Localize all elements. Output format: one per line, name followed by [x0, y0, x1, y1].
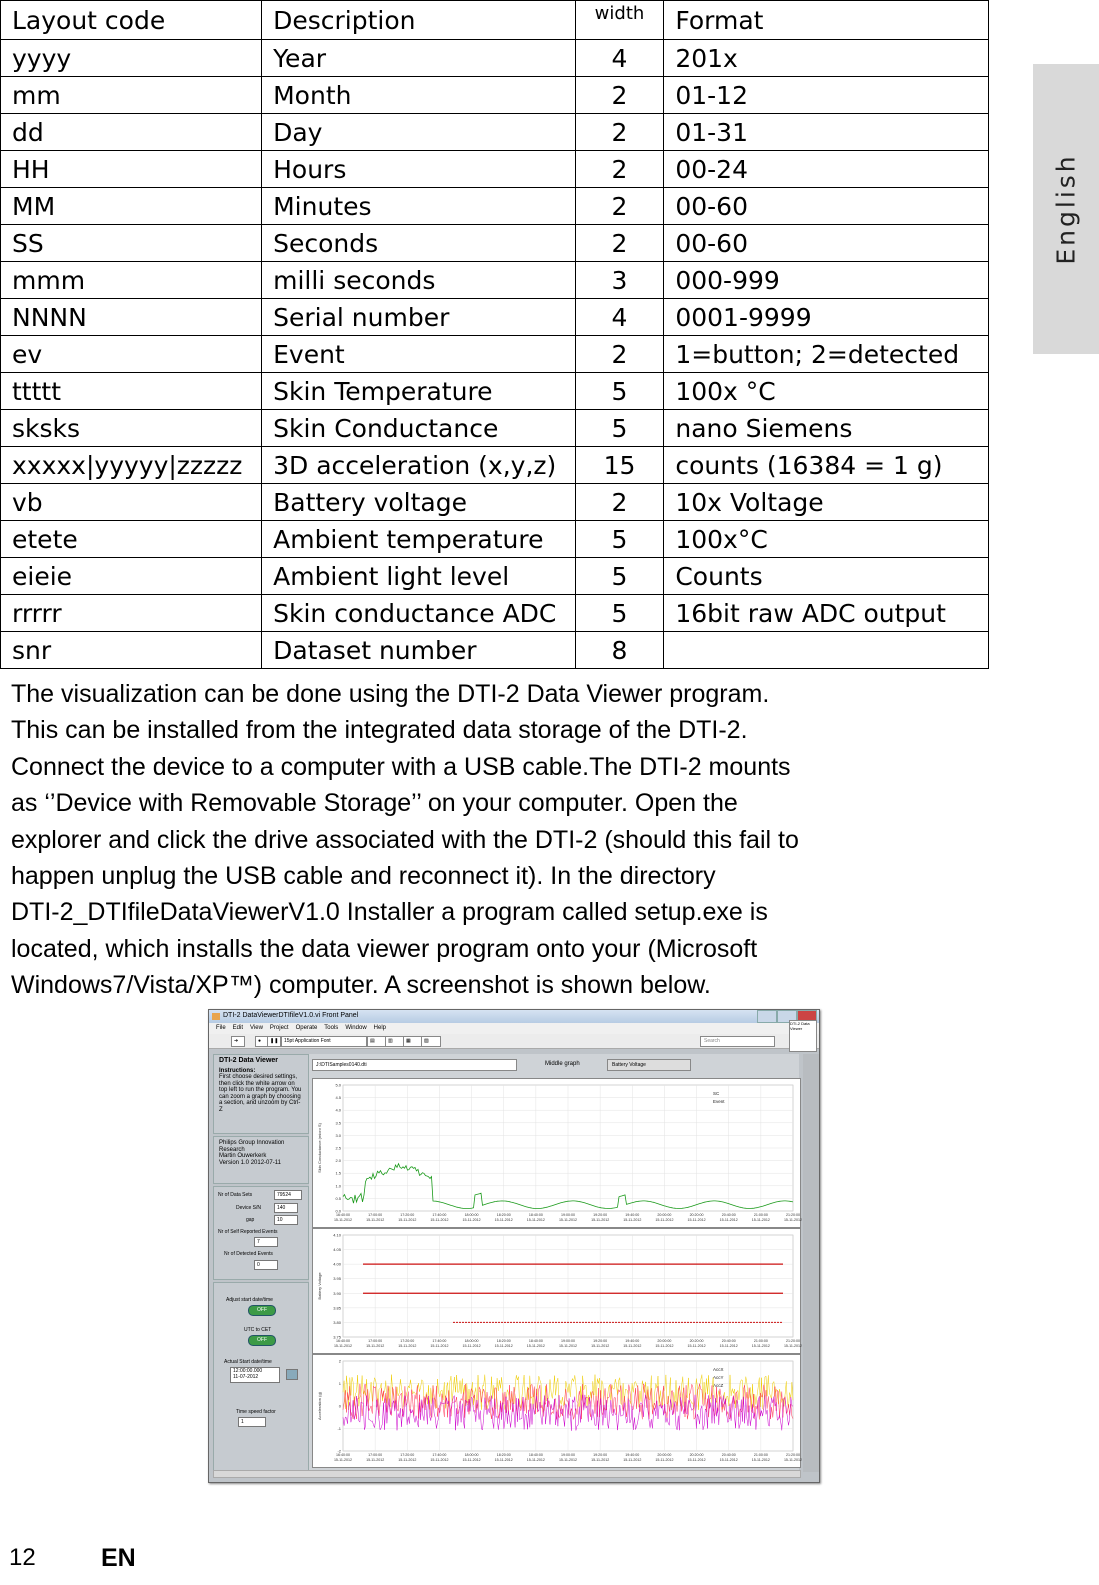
x-tick-label: 17:20:00 [400, 1213, 415, 1217]
x-tick-date: 15-11-2012 [687, 1458, 706, 1462]
menu-item[interactable]: Help [373, 1025, 386, 1031]
x-tick-date: 15-11-2012 [687, 1218, 706, 1222]
x-tick-label: 17:40:00 [432, 1213, 447, 1217]
row-width: 5 [575, 410, 664, 447]
x-tick-label: 19:40:00 [625, 1453, 640, 1457]
x-tick-label: 20:00:00 [657, 1453, 672, 1457]
row-description: Seconds [262, 225, 576, 262]
run-arrow-icon[interactable]: ➜ [231, 1036, 245, 1047]
row-description: Skin conductance ADC [262, 595, 576, 632]
row-layout-code: eieie [1, 558, 262, 595]
table-row [1, 595, 989, 632]
left-panel [213, 1054, 307, 1472]
x-tick-label: 19:20:00 [593, 1339, 608, 1343]
x-tick-label: 18:00:00 [464, 1339, 479, 1343]
paragraph-line: explorer and click the drive associated with the DTI-2 (should this fail to [11, 825, 799, 854]
toolbar [209, 1034, 819, 1049]
x-tick-date: 15-11-2012 [462, 1218, 481, 1222]
paragraph-line: The visualization can be done using the DTI-2 Data Viewer program. [11, 680, 770, 708]
row-width: 2 [575, 484, 664, 521]
y-tick-label: 2.5 [335, 1145, 341, 1151]
x-tick-date: 15-11-2012 [751, 1218, 770, 1222]
x-tick-label: 21:20:00 [786, 1339, 800, 1343]
row-description: 3D acceleration (x,y,z) [262, 447, 576, 484]
paragraph-line: happen unplug the USB cable and reconnect it). In the directory [11, 862, 716, 891]
x-tick-date: 15-11-2012 [655, 1218, 674, 1222]
x-tick-label: 19:20:00 [593, 1453, 608, 1457]
x-tick-label: 16:40:00 [336, 1339, 350, 1343]
x-tick-label: 20:00:00 [657, 1213, 672, 1217]
y-tick-label: 0.0 [335, 1208, 341, 1214]
nr-data-sets-label: Nr of Data Sets [218, 1192, 253, 1198]
row-width: 5 [575, 521, 664, 558]
x-tick-date: 15-11-2012 [494, 1344, 513, 1348]
x-tick-label: 20:40:00 [721, 1339, 736, 1343]
row-description: Skin Temperature [262, 373, 576, 410]
stats-box [213, 1186, 309, 1280]
x-tick-label: 20:00:00 [657, 1339, 672, 1343]
x-tick-label: 19:40:00 [625, 1339, 640, 1343]
x-tick-label: 18:20:00 [496, 1453, 511, 1457]
row-description: Minutes [262, 188, 576, 225]
x-tick-label: 21:00:00 [753, 1339, 768, 1343]
instructions-text: First choose desired settings, then click the white arrow on top left to run the program. You can zoom a graph by choosing a section, and unzoom by Ctrl-Z [219, 1074, 302, 1113]
x-tick-label: 18:00:00 [464, 1213, 479, 1217]
actual-start-time: 12:00:00.000 [233, 1368, 263, 1374]
adjust-label: Adjust start date/time [226, 1297, 273, 1303]
x-tick-date: 15-11-2012 [494, 1458, 513, 1462]
row-layout-code: SS [1, 225, 262, 262]
x-tick-label: 18:40:00 [528, 1213, 543, 1217]
row-description: Skin Conductance [262, 410, 576, 447]
row-format: Counts [664, 558, 989, 595]
table-row [1, 299, 989, 336]
y-tick-label: 0.5 [335, 1195, 341, 1201]
x-tick-label: 18:20:00 [496, 1339, 511, 1343]
x-tick-date: 15-11-2012 [783, 1218, 803, 1222]
menu-item[interactable]: Edit [232, 1025, 244, 1031]
row-format: 100x °C [664, 373, 989, 410]
legend-label: SC [713, 1091, 720, 1096]
menu-item[interactable]: Operate [295, 1025, 318, 1031]
x-tick-date: 15-11-2012 [398, 1458, 417, 1462]
table-row [1, 447, 989, 484]
vertical-scrollbar[interactable] [803, 1054, 819, 1472]
x-tick-label: 20:20:00 [689, 1339, 704, 1343]
row-layout-code: sksks [1, 410, 262, 447]
table-header-row [1, 1, 989, 40]
x-tick-label: 17:40:00 [432, 1339, 447, 1343]
table-row [1, 40, 989, 77]
row-width: 2 [575, 77, 664, 114]
y-tick-label: 5.0 [335, 1082, 341, 1088]
row-width: 8 [575, 632, 664, 669]
menu-item[interactable]: Tools [324, 1025, 339, 1031]
y-tick-label: 4.00 [333, 1261, 341, 1267]
x-tick-label: 21:00:00 [753, 1213, 768, 1217]
row-layout-code: yyyy [1, 40, 262, 77]
row-width: 2 [575, 225, 664, 262]
y-tick-label: 2.0 [335, 1158, 341, 1164]
pause-icon[interactable]: ❚❚ [267, 1036, 281, 1047]
resize-icon[interactable]: ▦ [403, 1036, 423, 1047]
x-tick-date: 15-11-2012 [526, 1344, 545, 1348]
table-row [1, 373, 989, 410]
layout-code-table [0, 0, 989, 669]
row-layout-code: rrrrr [1, 595, 262, 632]
row-format: 01-31 [664, 114, 989, 151]
row-description: Day [262, 114, 576, 151]
y-tick-label: 4.05 [333, 1247, 341, 1253]
x-tick-label: 18:40:00 [528, 1339, 543, 1343]
gap-field[interactable]: 10 [274, 1215, 298, 1225]
row-format: 100x°C [664, 521, 989, 558]
skin-conductance-plot[interactable] [312, 1078, 801, 1228]
utc-label: UTC to CET [244, 1327, 272, 1333]
speed-label: Time speed factor [236, 1409, 276, 1415]
paragraph-line: as ‘’Device with Removable Storage’’ on your computer. Open the [11, 789, 738, 818]
row-width: 2 [575, 151, 664, 188]
x-tick-date: 15-11-2012 [751, 1458, 770, 1462]
x-tick-label: 19:00:00 [561, 1213, 575, 1217]
x-tick-date: 15-11-2012 [526, 1218, 545, 1222]
speed-field[interactable]: 1 [238, 1417, 266, 1427]
row-format: 0001-9999 [664, 299, 989, 336]
instructions-box [213, 1054, 309, 1134]
y-tick-label: 3.85 [333, 1305, 341, 1311]
x-tick-label: 17:00:00 [368, 1453, 383, 1457]
paragraph-line: Connect the device to a computer with a USB cable.The DTI-2 mounts [11, 752, 791, 781]
row-format: 00-24 [664, 151, 989, 188]
settings-box [213, 1282, 309, 1472]
table-row [1, 336, 989, 373]
table-row [1, 262, 989, 299]
row-description: Ambient temperature [262, 521, 576, 558]
row-width: 4 [575, 40, 664, 77]
window-titlebar [209, 1010, 819, 1023]
row-layout-code: mmm [1, 262, 262, 299]
x-tick-date: 15-11-2012 [558, 1458, 578, 1462]
row-layout-code: snr [1, 632, 262, 669]
font-selector[interactable]: 15pt Application Font [281, 1036, 367, 1047]
row-width: 15 [575, 447, 664, 484]
align-icon[interactable]: ▤ [367, 1036, 387, 1047]
page-number: 12 [9, 1544, 36, 1571]
y-tick-label: 3.75 [333, 1334, 341, 1340]
row-width: 5 [575, 558, 664, 595]
legend-label: AccY [713, 1375, 724, 1380]
y-tick-label: 3.5 [335, 1120, 341, 1126]
org-line: Philips Group Innovation [219, 1140, 285, 1146]
x-tick-label: 21:20:00 [786, 1213, 800, 1217]
y-tick-label: 1 [338, 1381, 341, 1386]
minimize-button[interactable] [757, 1010, 777, 1023]
header-format: Format [664, 1, 989, 40]
x-tick-label: 17:20:00 [400, 1453, 415, 1457]
row-description: Ambient light level [262, 558, 576, 595]
y-tick-label: 2 [338, 1358, 341, 1364]
battery-voltage-plot[interactable] [312, 1228, 801, 1354]
row-description: Battery voltage [262, 484, 576, 521]
org-line: Martin Ouwerkerk [219, 1153, 267, 1159]
x-tick-date: 15-11-2012 [655, 1458, 674, 1462]
search-input[interactable]: Search [700, 1036, 775, 1047]
row-format: 1=button; 2=detected [664, 336, 989, 373]
y-tick-label: 3.0 [335, 1132, 341, 1138]
reorder-icon[interactable]: ▧ [421, 1036, 441, 1047]
x-tick-label: 20:40:00 [721, 1213, 736, 1217]
x-tick-date: 15-11-2012 [494, 1218, 513, 1222]
x-tick-label: 18:20:00 [496, 1213, 511, 1217]
row-format: 10x Voltage [664, 484, 989, 521]
x-tick-date: 15-11-2012 [655, 1344, 674, 1348]
instructions-title: Instructions: [219, 1067, 256, 1074]
row-width: 5 [575, 373, 664, 410]
x-tick-date: 15-11-2012 [430, 1344, 449, 1348]
x-tick-date: 15-11-2012 [462, 1344, 481, 1348]
row-description: Event [262, 336, 576, 373]
horizontal-scrollbar[interactable] [213, 1470, 801, 1478]
x-tick-label: 20:40:00 [721, 1453, 736, 1457]
x-tick-date: 15-11-2012 [430, 1458, 449, 1462]
row-width: 4 [575, 299, 664, 336]
x-tick-label: 19:00:00 [561, 1339, 575, 1343]
header-description: Description [262, 1, 576, 40]
row-description: Serial number [262, 299, 576, 336]
y-axis-label: Skin Conductance (micro S) [317, 1123, 322, 1173]
device-sn-field: 140 [274, 1203, 298, 1213]
nr-data-sets-field: 79524 [274, 1190, 302, 1200]
table-row [1, 225, 989, 262]
self-reported-field: 7 [254, 1237, 278, 1247]
x-tick-label: 19:20:00 [593, 1213, 608, 1217]
x-tick-date: 15-11-2012 [366, 1344, 385, 1348]
paragraph-line: DTI-2_DTIfileDataViewerV1.0 Installer a program called setup.exe is [11, 898, 768, 927]
x-tick-date: 15-11-2012 [623, 1344, 642, 1348]
x-tick-date: 15-11-2012 [623, 1458, 642, 1462]
row-description: Hours [262, 151, 576, 188]
actual-start-label: Actual Start date/time [224, 1359, 272, 1365]
window-title: DTI-2 DataViewerDTIfileV1.0.vi Front Panel [223, 1012, 359, 1019]
abort-icon[interactable]: ● [255, 1036, 269, 1047]
x-tick-label: 20:20:00 [689, 1453, 704, 1457]
row-width: 2 [575, 336, 664, 373]
table-row [1, 114, 989, 151]
x-tick-date: 15-11-2012 [398, 1218, 417, 1222]
x-tick-date: 15-11-2012 [558, 1344, 578, 1348]
row-format: 000-999 [664, 262, 989, 299]
x-tick-label: 18:00:00 [464, 1453, 479, 1457]
y-tick-label: -2 [337, 1448, 341, 1454]
row-format: 201x [664, 40, 989, 77]
row-layout-code: xxxxx|yyyyy|zzzzz [1, 447, 262, 484]
row-layout-code: HH [1, 151, 262, 188]
app-icon [212, 1013, 220, 1020]
row-width: 5 [575, 595, 664, 632]
y-tick-label: 4.10 [333, 1232, 341, 1238]
header-layout-code: Layout code [1, 1, 262, 40]
row-layout-code: ttttt [1, 373, 262, 410]
x-tick-date: 15-11-2012 [462, 1458, 481, 1462]
paragraph-line: located, which installs the data viewer program onto your (Microsoft [11, 934, 758, 963]
menu-item[interactable]: Project [269, 1025, 289, 1031]
calendar-icon[interactable] [286, 1369, 298, 1380]
actual-start-date: 11-07-2012 [233, 1374, 259, 1380]
table-row [1, 521, 989, 558]
utc-toggle[interactable]: OFF [248, 1335, 276, 1346]
paragraph-line: This can be installed from the integrated data storage of the DTI-2. [11, 716, 748, 745]
row-layout-code: NNNN [1, 299, 262, 336]
device-sn-label: Device S/N [236, 1205, 262, 1211]
y-tick-label: 4.0 [335, 1107, 341, 1113]
legend-label: AccZ [713, 1383, 724, 1388]
x-tick-date: 15-11-2012 [591, 1344, 610, 1348]
x-tick-date: 15-11-2012 [333, 1458, 353, 1462]
row-format: 00-60 [664, 188, 989, 225]
x-tick-label: 17:40:00 [432, 1453, 447, 1457]
y-tick-label: 3.95 [333, 1276, 341, 1282]
table-row [1, 188, 989, 225]
y-tick-label: 4.5 [335, 1095, 341, 1101]
x-tick-date: 15-11-2012 [783, 1458, 803, 1462]
row-format [664, 632, 989, 669]
footer-language: EN [101, 1544, 136, 1572]
x-tick-date: 15-11-2012 [430, 1218, 449, 1222]
row-description: Dataset number [262, 632, 576, 669]
row-width: 2 [575, 114, 664, 151]
y-tick-label: -1 [337, 1426, 341, 1431]
x-tick-label: 19:00:00 [561, 1453, 575, 1457]
row-layout-code: etete [1, 521, 262, 558]
table-row [1, 151, 989, 188]
x-tick-label: 16:40:00 [336, 1213, 350, 1217]
y-tick-label: 1.0 [335, 1183, 341, 1189]
table-row [1, 77, 989, 114]
row-width: 2 [575, 188, 664, 225]
detected-field: 0 [254, 1260, 278, 1270]
menu-bar [209, 1023, 819, 1034]
row-description: Year [262, 40, 576, 77]
table-row [1, 558, 989, 595]
detected-label: Nr of Detected Events [224, 1251, 273, 1257]
x-tick-label: 21:00:00 [753, 1453, 768, 1457]
row-width: 3 [575, 262, 664, 299]
row-format: 00-60 [664, 225, 989, 262]
y-axis-label: Battery Voltage [317, 1272, 322, 1300]
language-tab-label: English [1051, 153, 1081, 265]
x-tick-date: 15-11-2012 [526, 1458, 545, 1462]
acceleration-plot[interactable] [312, 1354, 801, 1468]
menu-item[interactable]: File [216, 1025, 226, 1031]
org-box [213, 1136, 309, 1184]
x-tick-date: 15-11-2012 [366, 1458, 385, 1462]
paragraph-line: Windows7/Vista/XP™) computer. A screenshot is shown below. [11, 971, 711, 1000]
x-tick-date: 15-11-2012 [398, 1344, 417, 1348]
x-tick-date: 15-11-2012 [591, 1458, 610, 1462]
graphs-area [309, 1054, 803, 1472]
header-width: width [575, 1, 664, 40]
panel-title: DTI-2 Data Viewer [219, 1057, 279, 1064]
gap-label: gap [246, 1217, 255, 1223]
y-tick-label: 1.5 [335, 1170, 341, 1176]
row-layout-code: dd [1, 114, 262, 151]
self-reported-label: Nr of Self Reported Events [218, 1229, 278, 1235]
x-tick-date: 15-11-2012 [719, 1458, 738, 1462]
x-tick-label: 17:00:00 [368, 1213, 383, 1217]
row-format: 16bit raw ADC output [664, 595, 989, 632]
x-tick-date: 15-11-2012 [591, 1218, 610, 1222]
x-tick-date: 15-11-2012 [719, 1218, 738, 1222]
row-layout-code: ev [1, 336, 262, 373]
row-format: nano Siemens [664, 410, 989, 447]
x-tick-date: 15-11-2012 [719, 1344, 738, 1348]
row-layout-code: MM [1, 188, 262, 225]
x-tick-label: 21:20:00 [786, 1453, 800, 1457]
x-tick-label: 17:20:00 [400, 1339, 415, 1343]
actual-start-field[interactable] [230, 1367, 280, 1383]
row-description: milli seconds [262, 262, 576, 299]
x-tick-date: 15-11-2012 [687, 1344, 706, 1348]
language-tab [1033, 64, 1099, 354]
x-tick-label: 20:20:00 [689, 1213, 704, 1217]
middle-graph-label: Middle graph [545, 1061, 580, 1067]
x-tick-date: 15-11-2012 [623, 1218, 642, 1222]
distribute-icon[interactable]: ▥ [385, 1036, 405, 1047]
x-tick-date: 15-11-2012 [333, 1218, 353, 1222]
table-row [1, 632, 989, 669]
legend-label: Event [713, 1099, 725, 1104]
y-tick-label: 3.90 [333, 1290, 341, 1296]
x-tick-date: 15-11-2012 [333, 1344, 353, 1348]
org-line: Version 1.0 2012-07-11 [219, 1159, 281, 1166]
table-row [1, 484, 989, 521]
x-tick-date: 15-11-2012 [558, 1218, 578, 1222]
row-description: Month [262, 77, 576, 114]
menu-item[interactable]: Window [345, 1025, 367, 1031]
context-help-box: DTI-2 Data Viewer [789, 1020, 817, 1052]
y-tick-label: 0 [338, 1403, 341, 1409]
middle-graph-select[interactable]: Battery Voltage [607, 1059, 691, 1071]
x-tick-label: 17:00:00 [368, 1339, 383, 1343]
x-tick-label: 18:40:00 [528, 1453, 543, 1457]
x-tick-date: 15-11-2012 [366, 1218, 385, 1222]
org-line: Research [219, 1146, 245, 1153]
row-layout-code: vb [1, 484, 262, 521]
x-tick-label: 16:40:00 [336, 1453, 350, 1457]
data-viewer-screenshot [208, 1009, 820, 1483]
x-tick-label: 19:40:00 [625, 1213, 640, 1217]
y-axis-label: Acceleration (g) [317, 1391, 322, 1421]
row-format: 01-12 [664, 77, 989, 114]
file-path-field[interactable]: J:\DTISamples0140.dti [312, 1059, 517, 1071]
adjust-toggle[interactable]: OFF [248, 1305, 276, 1316]
legend-label: AccX [713, 1367, 724, 1372]
x-tick-date: 15-11-2012 [783, 1344, 803, 1348]
row-format: counts (16384 = 1 g) [664, 447, 989, 484]
x-tick-date: 15-11-2012 [751, 1344, 770, 1348]
table-row [1, 410, 989, 447]
menu-item[interactable]: View [250, 1025, 263, 1031]
y-tick-label: 3.80 [333, 1319, 341, 1325]
description-paragraph [11, 676, 1001, 1004]
row-layout-code: mm [1, 77, 262, 114]
